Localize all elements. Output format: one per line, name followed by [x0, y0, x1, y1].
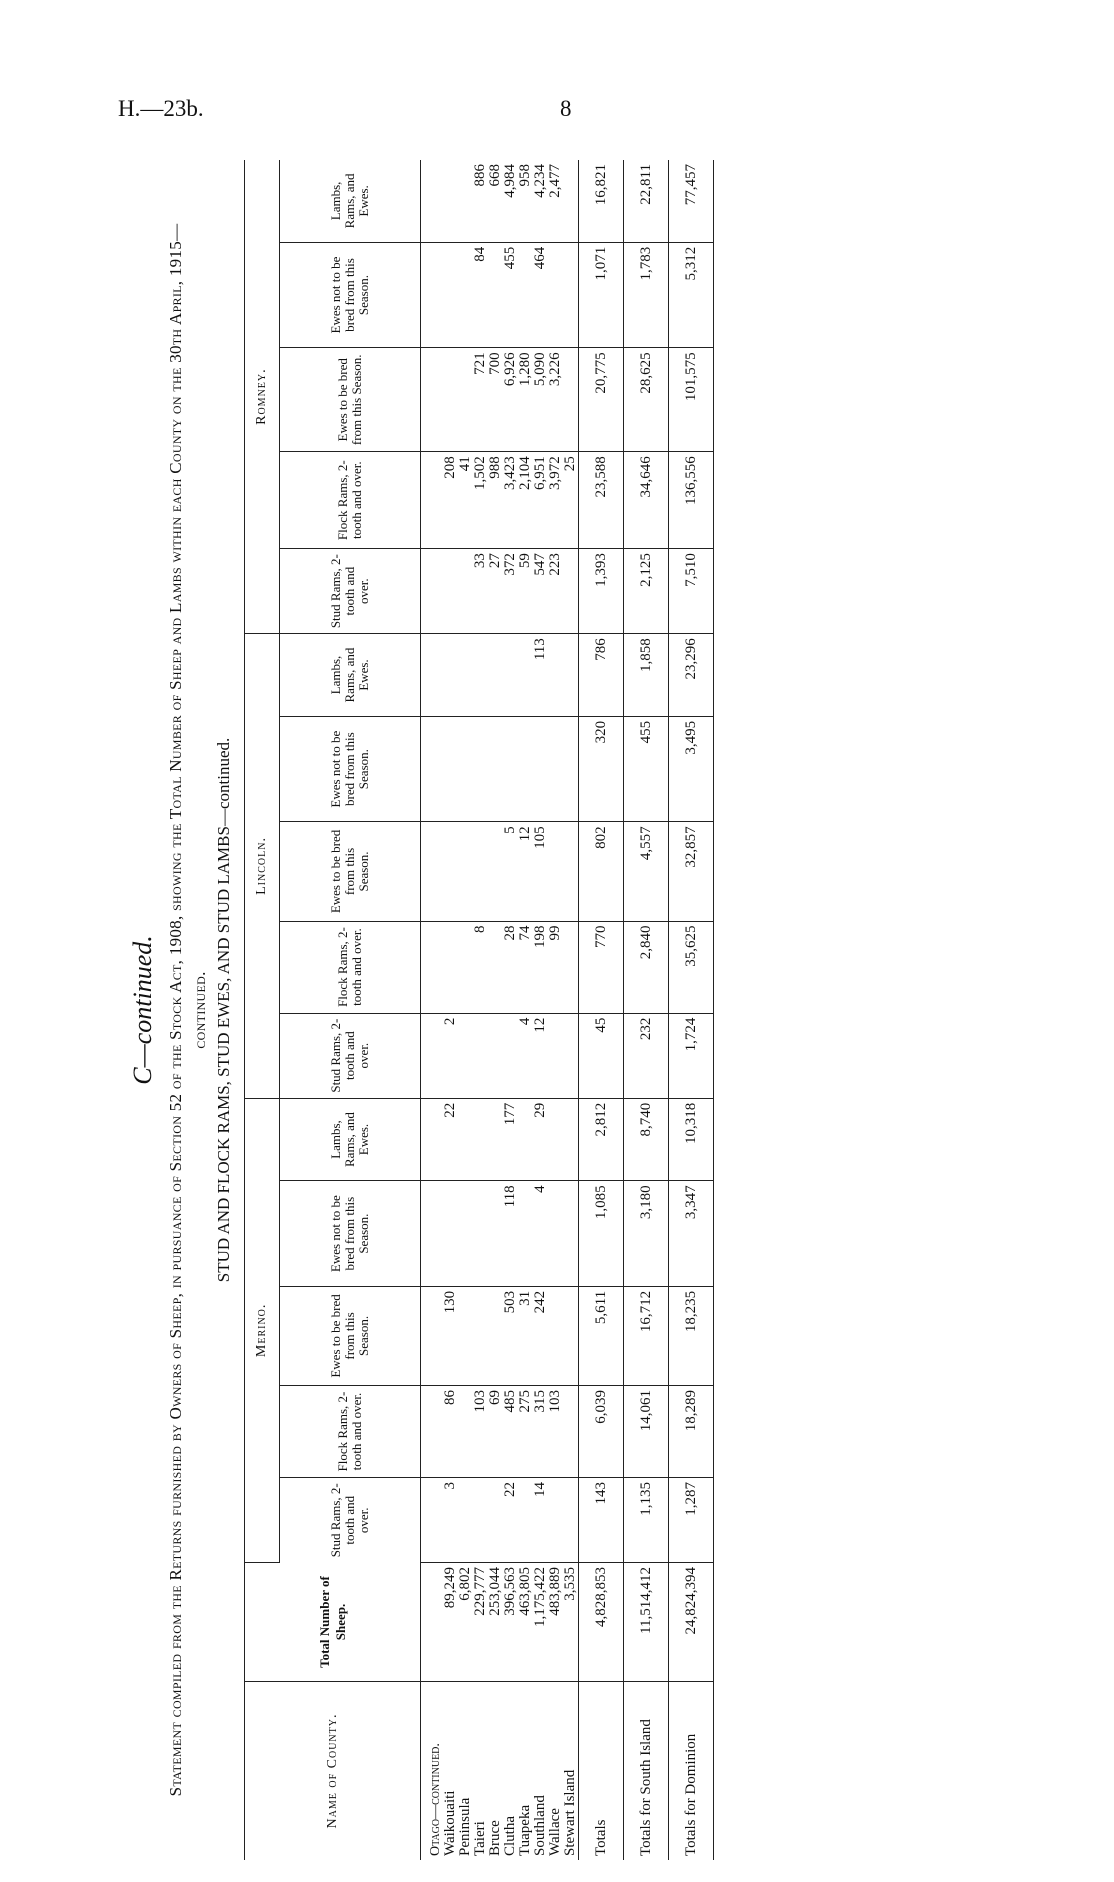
- value-cell: 315: [533, 1386, 548, 1478]
- value-cell: 69: [488, 1386, 503, 1478]
- value-cell: [458, 634, 473, 717]
- value-cell: [548, 1478, 563, 1563]
- col-header: Lambs, Rams, and Ewes.: [280, 1098, 421, 1181]
- group-romney-header: Romney.: [245, 160, 280, 634]
- group-lincoln-header: Lincoln.: [245, 634, 280, 1098]
- value-cell: [488, 1013, 503, 1098]
- totals-row: [623, 160, 668, 1860]
- value-cell: [488, 1098, 503, 1181]
- value-cell: [518, 1181, 533, 1287]
- value-cell: [473, 1098, 488, 1181]
- county-name: Stewart Island: [562, 1769, 578, 1856]
- value-cell: 41: [458, 452, 473, 549]
- value-cell: 1,724: [668, 1013, 713, 1098]
- value-cell: [503, 1013, 518, 1098]
- value-cell: [548, 1286, 563, 1385]
- value-cell: 6,039: [578, 1386, 623, 1478]
- value-cell: 2,812: [578, 1098, 623, 1181]
- col-header: Stud Rams, 2-tooth and over.: [280, 549, 421, 634]
- col-header: Ewes to be bred from this Season.: [280, 348, 421, 452]
- value-cell: 12: [533, 1013, 548, 1098]
- value-cell: 5: [503, 822, 518, 921]
- value-cell: 35,625: [668, 921, 713, 1013]
- county-name: Totals for South Island: [623, 1682, 668, 1861]
- value-cell: 16,712: [623, 1286, 668, 1385]
- value-cell: 32,857: [668, 822, 713, 921]
- value-cell: 547: [533, 549, 548, 634]
- value-cell: 503: [503, 1286, 518, 1385]
- value-cell: 242: [533, 1286, 548, 1385]
- value-cell: [443, 921, 458, 1013]
- table-row: [563, 160, 578, 1860]
- value-cell: 886: [473, 160, 488, 242]
- value-cell: [518, 716, 533, 822]
- value-cell: 105: [533, 822, 548, 921]
- value-cell: 22: [503, 1478, 518, 1563]
- value-cell: 1,858: [623, 634, 668, 717]
- county-name: Totals for Dominion: [668, 1682, 713, 1861]
- value-cell: [503, 634, 518, 717]
- county-name: Totals: [578, 1682, 623, 1861]
- value-cell: 99: [548, 921, 563, 1013]
- value-cell: 7,510: [668, 549, 713, 634]
- value-cell: 5,611: [578, 1286, 623, 1385]
- county-name: Waikouaiti: [442, 1790, 458, 1856]
- value-cell: [503, 716, 518, 822]
- value-cell: 31: [518, 1286, 533, 1385]
- section-title: C—continued.: [128, 935, 157, 1085]
- value-cell: [488, 242, 503, 348]
- county-name: Bruce: [487, 1820, 503, 1856]
- value-cell: 8,740: [623, 1098, 668, 1181]
- value-cell: 4,234: [533, 160, 548, 242]
- value-cell: 5,312: [668, 242, 713, 348]
- total-sheep-cell: 253,044: [488, 1563, 503, 1682]
- value-cell: 3,226: [548, 348, 563, 452]
- value-cell: [473, 1181, 488, 1287]
- col-header: Lambs, Rams, and Ewes.: [280, 160, 421, 242]
- col-header: Ewes not to be bred from this Season.: [280, 242, 421, 348]
- col-header: Ewes to be bred from this Season.: [280, 822, 421, 921]
- col-header: Flock Rams, 2-tooth and over.: [280, 921, 421, 1013]
- value-cell: 86: [443, 1386, 458, 1478]
- value-cell: 12: [518, 822, 533, 921]
- value-cell: 3,495: [668, 716, 713, 822]
- table-row: [518, 160, 533, 1860]
- value-cell: 130: [443, 1286, 458, 1385]
- value-cell: [563, 1386, 578, 1478]
- rotated-table-block: [122, 150, 992, 1870]
- value-cell: 4: [533, 1181, 548, 1287]
- value-cell: 668: [488, 160, 503, 242]
- value-cell: [458, 716, 473, 822]
- value-cell: [458, 1478, 473, 1563]
- value-cell: [548, 1013, 563, 1098]
- total-sheep-cell: 483,889: [548, 1563, 563, 1682]
- value-cell: 232: [623, 1013, 668, 1098]
- value-cell: [488, 1286, 503, 1385]
- group-merino-header: Merino.: [245, 1098, 280, 1562]
- page-number: 8: [560, 96, 572, 121]
- value-cell: 74: [518, 921, 533, 1013]
- value-cell: [458, 1386, 473, 1478]
- value-cell: [488, 921, 503, 1013]
- value-cell: 208: [443, 452, 458, 549]
- value-cell: [548, 1181, 563, 1287]
- value-cell: [458, 160, 473, 242]
- value-cell: 8: [473, 921, 488, 1013]
- value-cell: [443, 1181, 458, 1287]
- value-cell: [518, 634, 533, 717]
- col-header: Ewes not to be bred from this Season.: [280, 716, 421, 822]
- value-cell: [473, 716, 488, 822]
- value-cell: [473, 1478, 488, 1563]
- value-cell: 3,180: [623, 1181, 668, 1287]
- value-cell: 101,575: [668, 348, 713, 452]
- value-cell: 18,235: [668, 1286, 713, 1385]
- value-cell: [563, 716, 578, 822]
- value-cell: [458, 1013, 473, 1098]
- value-cell: 1,783: [623, 242, 668, 348]
- value-cell: [458, 921, 473, 1013]
- value-cell: 2,104: [518, 452, 533, 549]
- value-cell: [548, 1098, 563, 1181]
- value-cell: [488, 716, 503, 822]
- value-cell: 372: [503, 549, 518, 634]
- value-cell: 275: [518, 1386, 533, 1478]
- value-cell: [533, 716, 548, 822]
- county-name: Wallace: [547, 1808, 563, 1856]
- value-cell: 3,423: [503, 452, 518, 549]
- table-row: [473, 160, 488, 1860]
- value-cell: [563, 1181, 578, 1287]
- value-cell: 28: [503, 921, 518, 1013]
- value-cell: 27: [488, 549, 503, 634]
- value-cell: [488, 634, 503, 717]
- value-cell: [488, 822, 503, 921]
- statement-subtitle: STUD AND FLOCK RAMS, STUD EWES, AND STUD LAMBS—continued.: [214, 737, 233, 1283]
- page-header-code: H.—23b.: [118, 96, 204, 121]
- value-cell: 6,926: [503, 348, 518, 452]
- value-cell: [548, 242, 563, 348]
- total-sheep-cell: 3,535: [563, 1563, 578, 1682]
- value-cell: [563, 1478, 578, 1563]
- value-cell: [563, 348, 578, 452]
- value-cell: [473, 1286, 488, 1385]
- value-cell: [548, 634, 563, 717]
- value-cell: [458, 242, 473, 348]
- totals-row: [668, 160, 713, 1860]
- total-sheep-header: Total Number of Sheep.: [245, 1563, 421, 1682]
- value-cell: 464: [533, 242, 548, 348]
- value-cell: 3,347: [668, 1181, 713, 1287]
- value-cell: 59: [518, 549, 533, 634]
- value-cell: [488, 1478, 503, 1563]
- value-cell: 786: [578, 634, 623, 717]
- value-cell: 136,556: [668, 452, 713, 549]
- county-name: Tuapeka: [517, 1804, 533, 1856]
- value-cell: [443, 549, 458, 634]
- value-cell: 18,289: [668, 1386, 713, 1478]
- value-cell: [458, 1098, 473, 1181]
- value-cell: [443, 634, 458, 717]
- value-cell: [518, 1098, 533, 1181]
- value-cell: 177: [503, 1098, 518, 1181]
- value-cell: 4,984: [503, 160, 518, 242]
- value-cell: 2,477: [548, 160, 563, 242]
- total-sheep-cell: 24,824,394: [668, 1563, 713, 1682]
- value-cell: [563, 549, 578, 634]
- value-cell: [518, 242, 533, 348]
- value-cell: 25: [563, 452, 578, 549]
- value-cell: [488, 1181, 503, 1287]
- value-cell: [458, 1181, 473, 1287]
- value-cell: 700: [488, 348, 503, 452]
- table-row: [503, 160, 518, 1860]
- value-cell: [563, 634, 578, 717]
- value-cell: 3: [443, 1478, 458, 1563]
- value-cell: 455: [503, 242, 518, 348]
- table-row: [548, 160, 563, 1860]
- value-cell: 223: [548, 549, 563, 634]
- totals-row: [578, 160, 623, 1860]
- value-cell: 770: [578, 921, 623, 1013]
- value-cell: 103: [473, 1386, 488, 1478]
- value-cell: [518, 1478, 533, 1563]
- value-cell: 1,280: [518, 348, 533, 452]
- value-cell: 6,951: [533, 452, 548, 549]
- value-cell: [563, 1098, 578, 1181]
- table-row: [458, 160, 473, 1860]
- value-cell: 4: [518, 1013, 533, 1098]
- value-cell: 3,972: [548, 452, 563, 549]
- value-cell: [563, 242, 578, 348]
- col-header: Ewes not to be bred from this Season.: [280, 1181, 421, 1287]
- value-cell: [443, 348, 458, 452]
- col-header: Stud Rams, 2-tooth and over.: [280, 1478, 421, 1563]
- value-cell: 34,646: [623, 452, 668, 549]
- value-cell: [458, 822, 473, 921]
- col-header: Flock Rams, 2-tooth and over.: [280, 452, 421, 549]
- value-cell: 16,821: [578, 160, 623, 242]
- county-name: Southland: [532, 1795, 548, 1856]
- value-cell: [473, 634, 488, 717]
- county-name-header: Name of County.: [245, 1682, 421, 1861]
- value-cell: [548, 716, 563, 822]
- value-cell: 2,125: [623, 549, 668, 634]
- value-cell: 23,588: [578, 452, 623, 549]
- col-header: Lambs, Rams, and Ewes.: [280, 634, 421, 717]
- value-cell: 118: [503, 1181, 518, 1287]
- value-cell: 320: [578, 716, 623, 822]
- value-cell: [443, 242, 458, 348]
- value-cell: 198: [533, 921, 548, 1013]
- value-cell: 20,775: [578, 348, 623, 452]
- total-sheep-cell: 6,802: [458, 1563, 473, 1682]
- value-cell: [443, 716, 458, 822]
- value-cell: 1,393: [578, 549, 623, 634]
- value-cell: 10,318: [668, 1098, 713, 1181]
- value-cell: 23,296: [668, 634, 713, 717]
- county-name: Peninsula: [457, 1797, 473, 1856]
- col-header: Ewes to be bred from this Season.: [280, 1286, 421, 1385]
- value-cell: 1,135: [623, 1478, 668, 1563]
- table-row: [533, 160, 548, 1860]
- value-cell: 77,457: [668, 160, 713, 242]
- value-cell: 1,502: [473, 452, 488, 549]
- value-cell: 113: [533, 634, 548, 717]
- col-header: Stud Rams, 2-tooth and over.: [280, 1013, 421, 1098]
- value-cell: [443, 160, 458, 242]
- value-cell: 988: [488, 452, 503, 549]
- value-cell: [473, 1013, 488, 1098]
- value-cell: 84: [473, 242, 488, 348]
- value-cell: [458, 348, 473, 452]
- table-row: [443, 160, 458, 1860]
- section-label: Otago—continued.: [428, 1743, 443, 1856]
- value-cell: 1,287: [668, 1478, 713, 1563]
- value-cell: 1,071: [578, 242, 623, 348]
- value-cell: 958: [518, 160, 533, 242]
- value-cell: 14,061: [623, 1386, 668, 1478]
- value-cell: 45: [578, 1013, 623, 1098]
- total-sheep-cell: 4,828,853: [578, 1563, 623, 1682]
- total-sheep-cell: 229,777: [473, 1563, 488, 1682]
- value-cell: 33: [473, 549, 488, 634]
- total-sheep-cell: 11,514,412: [623, 1563, 668, 1682]
- value-cell: 28,625: [623, 348, 668, 452]
- value-cell: [563, 1286, 578, 1385]
- value-cell: 2,840: [623, 921, 668, 1013]
- statement-title: Statement compiled from the Returns furnished by Owners of Sheep, in pursuance of Section 52 of the Stock Act, 1908, showing the Total Number of Sheep and Lambs within each County on the 30th April, 1915—continued.: [166, 223, 209, 1797]
- value-cell: 103: [548, 1386, 563, 1478]
- value-cell: 14: [533, 1478, 548, 1563]
- value-cell: [458, 549, 473, 634]
- value-cell: 721: [473, 348, 488, 452]
- value-cell: [548, 822, 563, 921]
- total-sheep-cell: 463,805: [518, 1563, 533, 1682]
- value-cell: [473, 822, 488, 921]
- value-cell: 5,090: [533, 348, 548, 452]
- value-cell: 485: [503, 1386, 518, 1478]
- value-cell: 143: [578, 1478, 623, 1563]
- value-cell: [443, 822, 458, 921]
- value-cell: 802: [578, 822, 623, 921]
- total-sheep-cell: 396,563: [503, 1563, 518, 1682]
- value-cell: 2: [443, 1013, 458, 1098]
- total-sheep-cell: 89,249: [443, 1563, 458, 1682]
- value-cell: [563, 921, 578, 1013]
- value-cell: 455: [623, 716, 668, 822]
- value-cell: 22,811: [623, 160, 668, 242]
- value-cell: 22: [443, 1098, 458, 1181]
- value-cell: 4,557: [623, 822, 668, 921]
- sheep-table: [244, 160, 714, 1860]
- value-cell: [458, 1286, 473, 1385]
- value-cell: [563, 822, 578, 921]
- total-sheep-cell: 1,175,422: [533, 1563, 548, 1682]
- county-name: Clutha: [502, 1816, 518, 1856]
- value-cell: [563, 1013, 578, 1098]
- value-cell: 29: [533, 1098, 548, 1181]
- value-cell: [563, 160, 578, 242]
- county-name: Taieri: [472, 1821, 488, 1856]
- table-row: [488, 160, 503, 1860]
- col-header: Flock Rams, 2-tooth and over.: [280, 1386, 421, 1478]
- value-cell: 1,085: [578, 1181, 623, 1287]
